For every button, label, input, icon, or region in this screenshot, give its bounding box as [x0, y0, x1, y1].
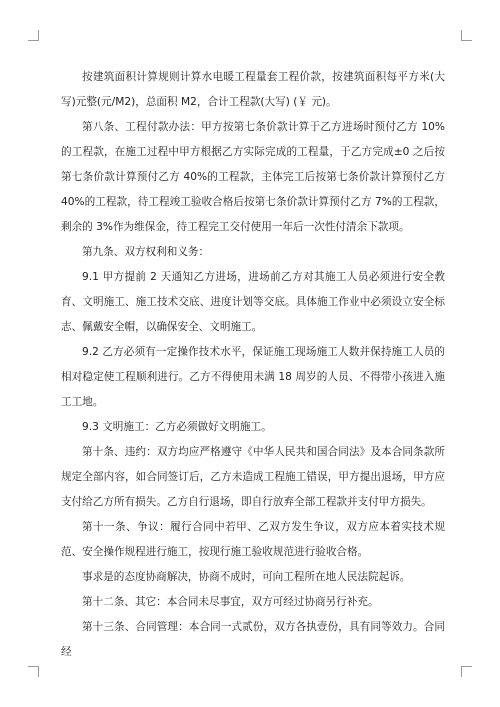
paragraph-article-12-other: 第十二条、其它：本合同未尽事宜，双方可经过协商另行补充。 — [82, 596, 379, 608]
paragraph-clause-9-3: 9.3 文明施工：乙方必须做好文明施工。 — [82, 421, 272, 433]
paragraph-clause-9-2: 9.2 乙方必须有一定操作技术水平，保证施工现场施工人数并保持施工人员的相对稳定使工程顺利进行。乙方不得使用未满 18 周岁的人员、不得带小孩进入施工工地。 — [61, 346, 445, 408]
paragraph-dispute-resolution: 事求是的态度协商解决，协商不成时，可向工程所在地人民法院起诉。 — [82, 571, 411, 583]
paragraph-article-11-dispute: 第十一条、争议：履行合同中若甲、乙双方发生争议，双方应本着实技术规范、安全操作规程进行施工，按现行施工验收规范进行验收合格。 — [61, 521, 445, 558]
crop-mark-top-right — [461, 30, 472, 41]
crop-mark-bottom-right — [461, 666, 472, 677]
paragraph-clause-9-1: 9.1 甲方提前 2 天通知乙方进场，进场前乙方对其施工人员必须进行安全教育、文明施工、施工技术交底、进度计划等交底。具体施工作业中必须设立安全标志、佩戴安全帽，以确保安全、文明施工。 — [61, 271, 445, 333]
paragraph-article-9-heading: 第九条、双方权利和义务： — [82, 246, 210, 258]
paragraph-pricing: 按建筑面积计算规则计算水电暖工程量套工程价款，按建筑面积每平方米(大写)元整(元/M2)，总面积 M2，合计工程款(大写) (￥ 元)。 — [61, 71, 445, 108]
paragraph-article-10-breach: 第十条、违约：双方均应严格遵守《中华人民共和国合同法》及本合同条款所规定全部内容，如合同签订后，乙方未造成工程施工错误，甲方提出退场，甲方应支付给乙方所有损失。乙方自行退场，即自行放弃全部工程款并支付甲方损失。 — [61, 446, 445, 508]
paragraph-article-13-management: 第十三条、合同管理：本合同一式贰份，双方各执壹份，具有同等效力。合同经 — [61, 621, 445, 658]
paragraph-article-8-payment: 第八条、工程付款办法：甲方按第七条价款计算于乙方进场时预付乙方 10%的工程款，在施工过程中甲方根据乙方实际完成的工程量，于乙方完成±0 之后按第七条价款计算预付乙方 40%的工程款，主体完工后按第七条价款计算预付乙方 40%的工程款，待工程竣工验收合格后按第七条价款计算预付乙方 7%的工程款，剩余的 3%作为维保金，待工程完工交付使用一年后一次性付清余下款项。 — [61, 121, 445, 233]
crop-mark-bottom-left — [28, 666, 39, 677]
document-body — [61, 65, 445, 665]
crop-mark-top-left — [28, 30, 39, 41]
